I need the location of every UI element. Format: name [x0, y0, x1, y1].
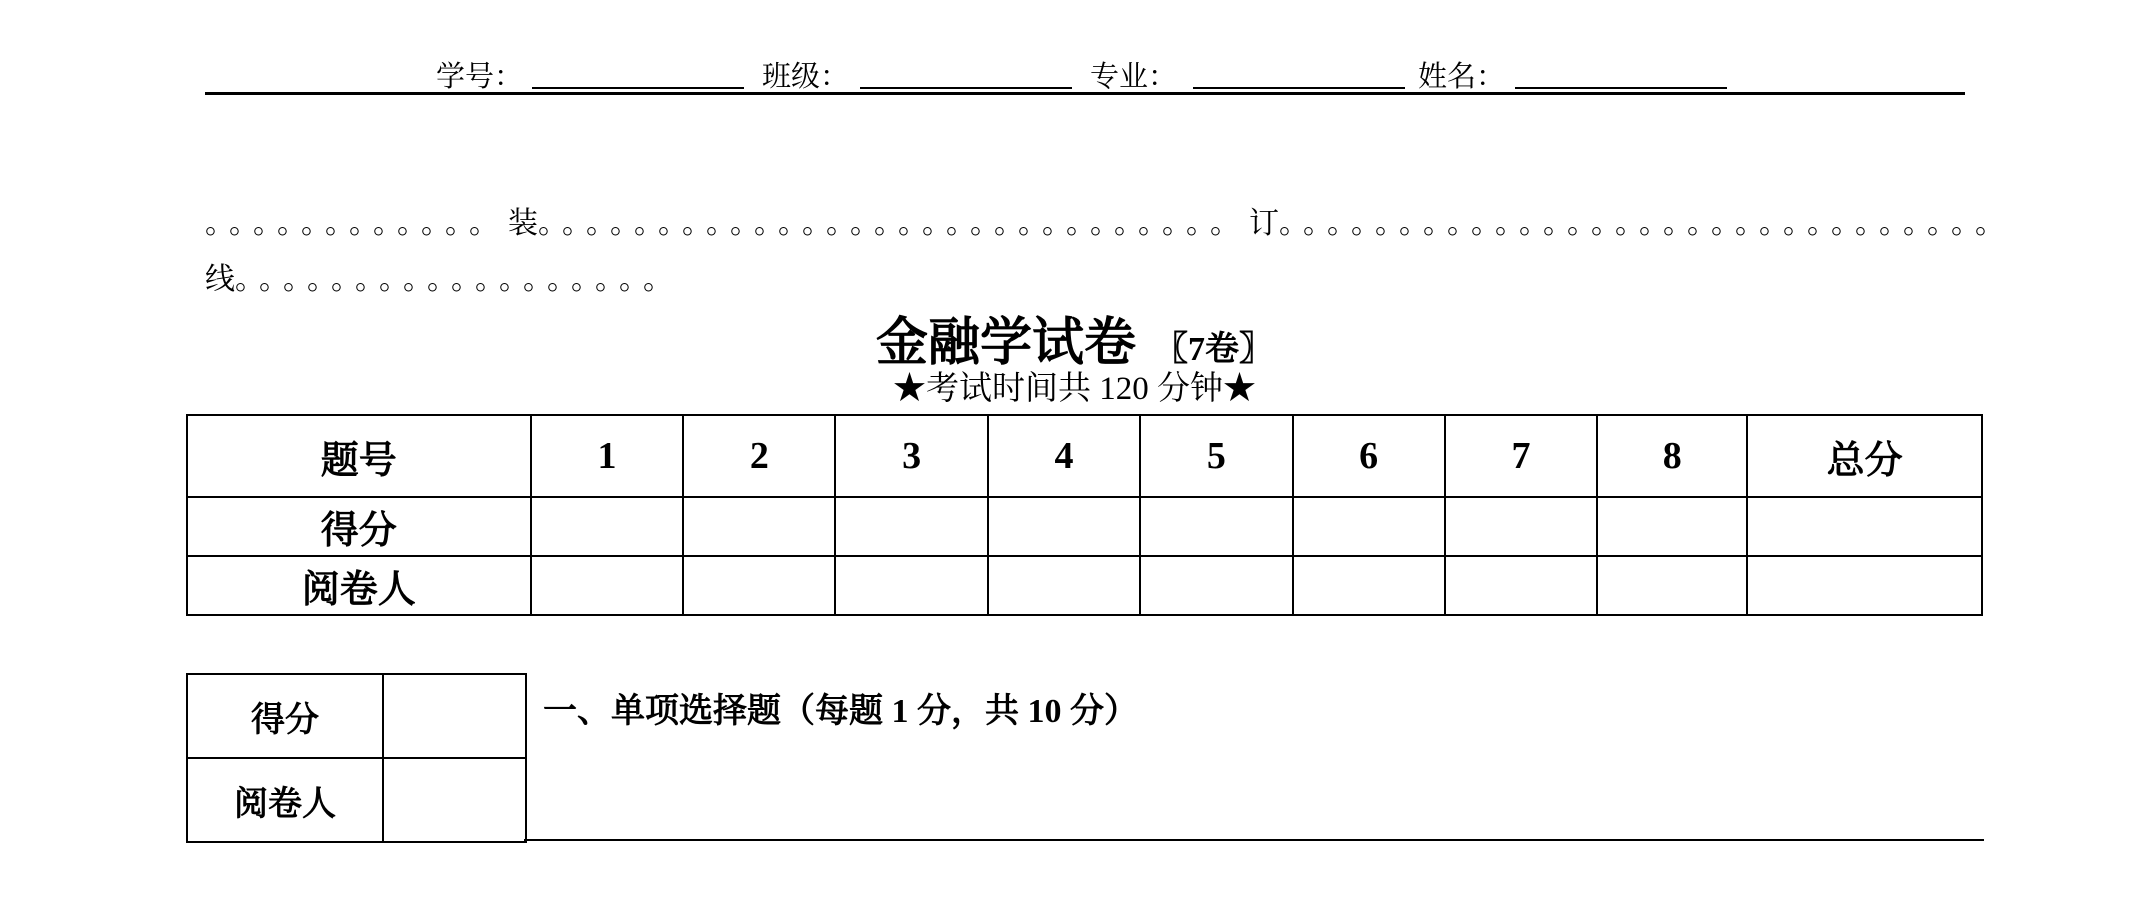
header-rule: [205, 92, 1965, 95]
exam-duration: ★考试时间共 120 分钟★: [893, 371, 1256, 407]
grader-cell[interactable]: [1445, 556, 1598, 615]
score-table-header: [187, 415, 1982, 497]
student-id-field[interactable]: [532, 87, 744, 89]
header-cell: 4: [988, 415, 1140, 497]
major-field[interactable]: [1193, 87, 1405, 89]
header-cell: 8: [1597, 415, 1747, 497]
binding-zhuang: 装: [508, 207, 538, 240]
binding-xian: 线: [205, 263, 235, 296]
header-cell: 3: [835, 415, 988, 497]
student-id-label: 学号：: [436, 61, 524, 93]
header-cell: 5: [1140, 415, 1293, 497]
score-cell[interactable]: [988, 497, 1140, 556]
student-info-header: [0, 52, 2149, 92]
section-title: 一、单项选择题（每题 1 分，共 10 分）: [543, 693, 1138, 730]
grader-cell[interactable]: [683, 556, 835, 615]
header-cell: 7: [1445, 415, 1598, 497]
total-grader-cell[interactable]: [1747, 556, 1982, 615]
grader-cell[interactable]: [835, 556, 988, 615]
binding-dots: 。。。。。。。。。。。。。。。。。。。。。。。。。。。。。。: [1279, 207, 2014, 240]
major-label: 专业：: [1090, 61, 1178, 93]
grader-cell[interactable]: [988, 556, 1140, 615]
score-cell[interactable]: [683, 497, 835, 556]
score-row: [187, 497, 1982, 556]
section-grader-cell[interactable]: [383, 758, 526, 842]
binding-line-1: [205, 198, 2014, 242]
header-cell: 总分: [1747, 415, 1982, 497]
class-field[interactable]: [860, 87, 1072, 89]
section-score-cell[interactable]: [383, 674, 526, 758]
grader-cell[interactable]: [1293, 556, 1445, 615]
binding-dots: 。。。。。。。。。。。。。。。。。。。。。。。。。。。。。: [538, 207, 1249, 240]
binding-dots: 。。。。。。。。。。。。。。。。。。: [235, 263, 682, 296]
header-cell: 题号: [187, 415, 531, 497]
score-cell[interactable]: [531, 497, 684, 556]
name-field[interactable]: [1515, 87, 1727, 89]
binding-line-2: [205, 254, 682, 298]
section-score-label: 得分: [187, 674, 383, 758]
grader-cell[interactable]: [1597, 556, 1747, 615]
exam-title-main: 金融学试卷: [875, 315, 1136, 372]
binding-dots: 。。。。。。。。。。。。: [205, 207, 508, 240]
score-cell[interactable]: [1140, 497, 1293, 556]
section-rule: [524, 839, 1984, 841]
section-grader-label: 阅卷人: [187, 758, 383, 842]
header-cell: 1: [531, 415, 684, 497]
score-cell[interactable]: [835, 497, 988, 556]
class-label: 班级：: [762, 61, 850, 93]
score-cell[interactable]: [1445, 497, 1598, 556]
header-cell: 6: [1293, 415, 1445, 497]
section-score-box: [186, 673, 527, 843]
score-table: [186, 414, 1983, 616]
exam-volume: 〖7卷〗: [1154, 331, 1273, 368]
grader-cell[interactable]: [1140, 556, 1293, 615]
grader-row: [187, 556, 1982, 615]
total-score-cell[interactable]: [1747, 497, 1982, 556]
score-cell[interactable]: [1293, 497, 1445, 556]
header-cell: 2: [683, 415, 835, 497]
name-label: 姓名：: [1418, 61, 1506, 93]
row-label: 阅卷人: [187, 556, 531, 615]
row-label: 得分: [187, 497, 531, 556]
binding-ding: 订: [1249, 207, 1279, 240]
score-cell[interactable]: [1597, 497, 1747, 556]
grader-cell[interactable]: [531, 556, 684, 615]
